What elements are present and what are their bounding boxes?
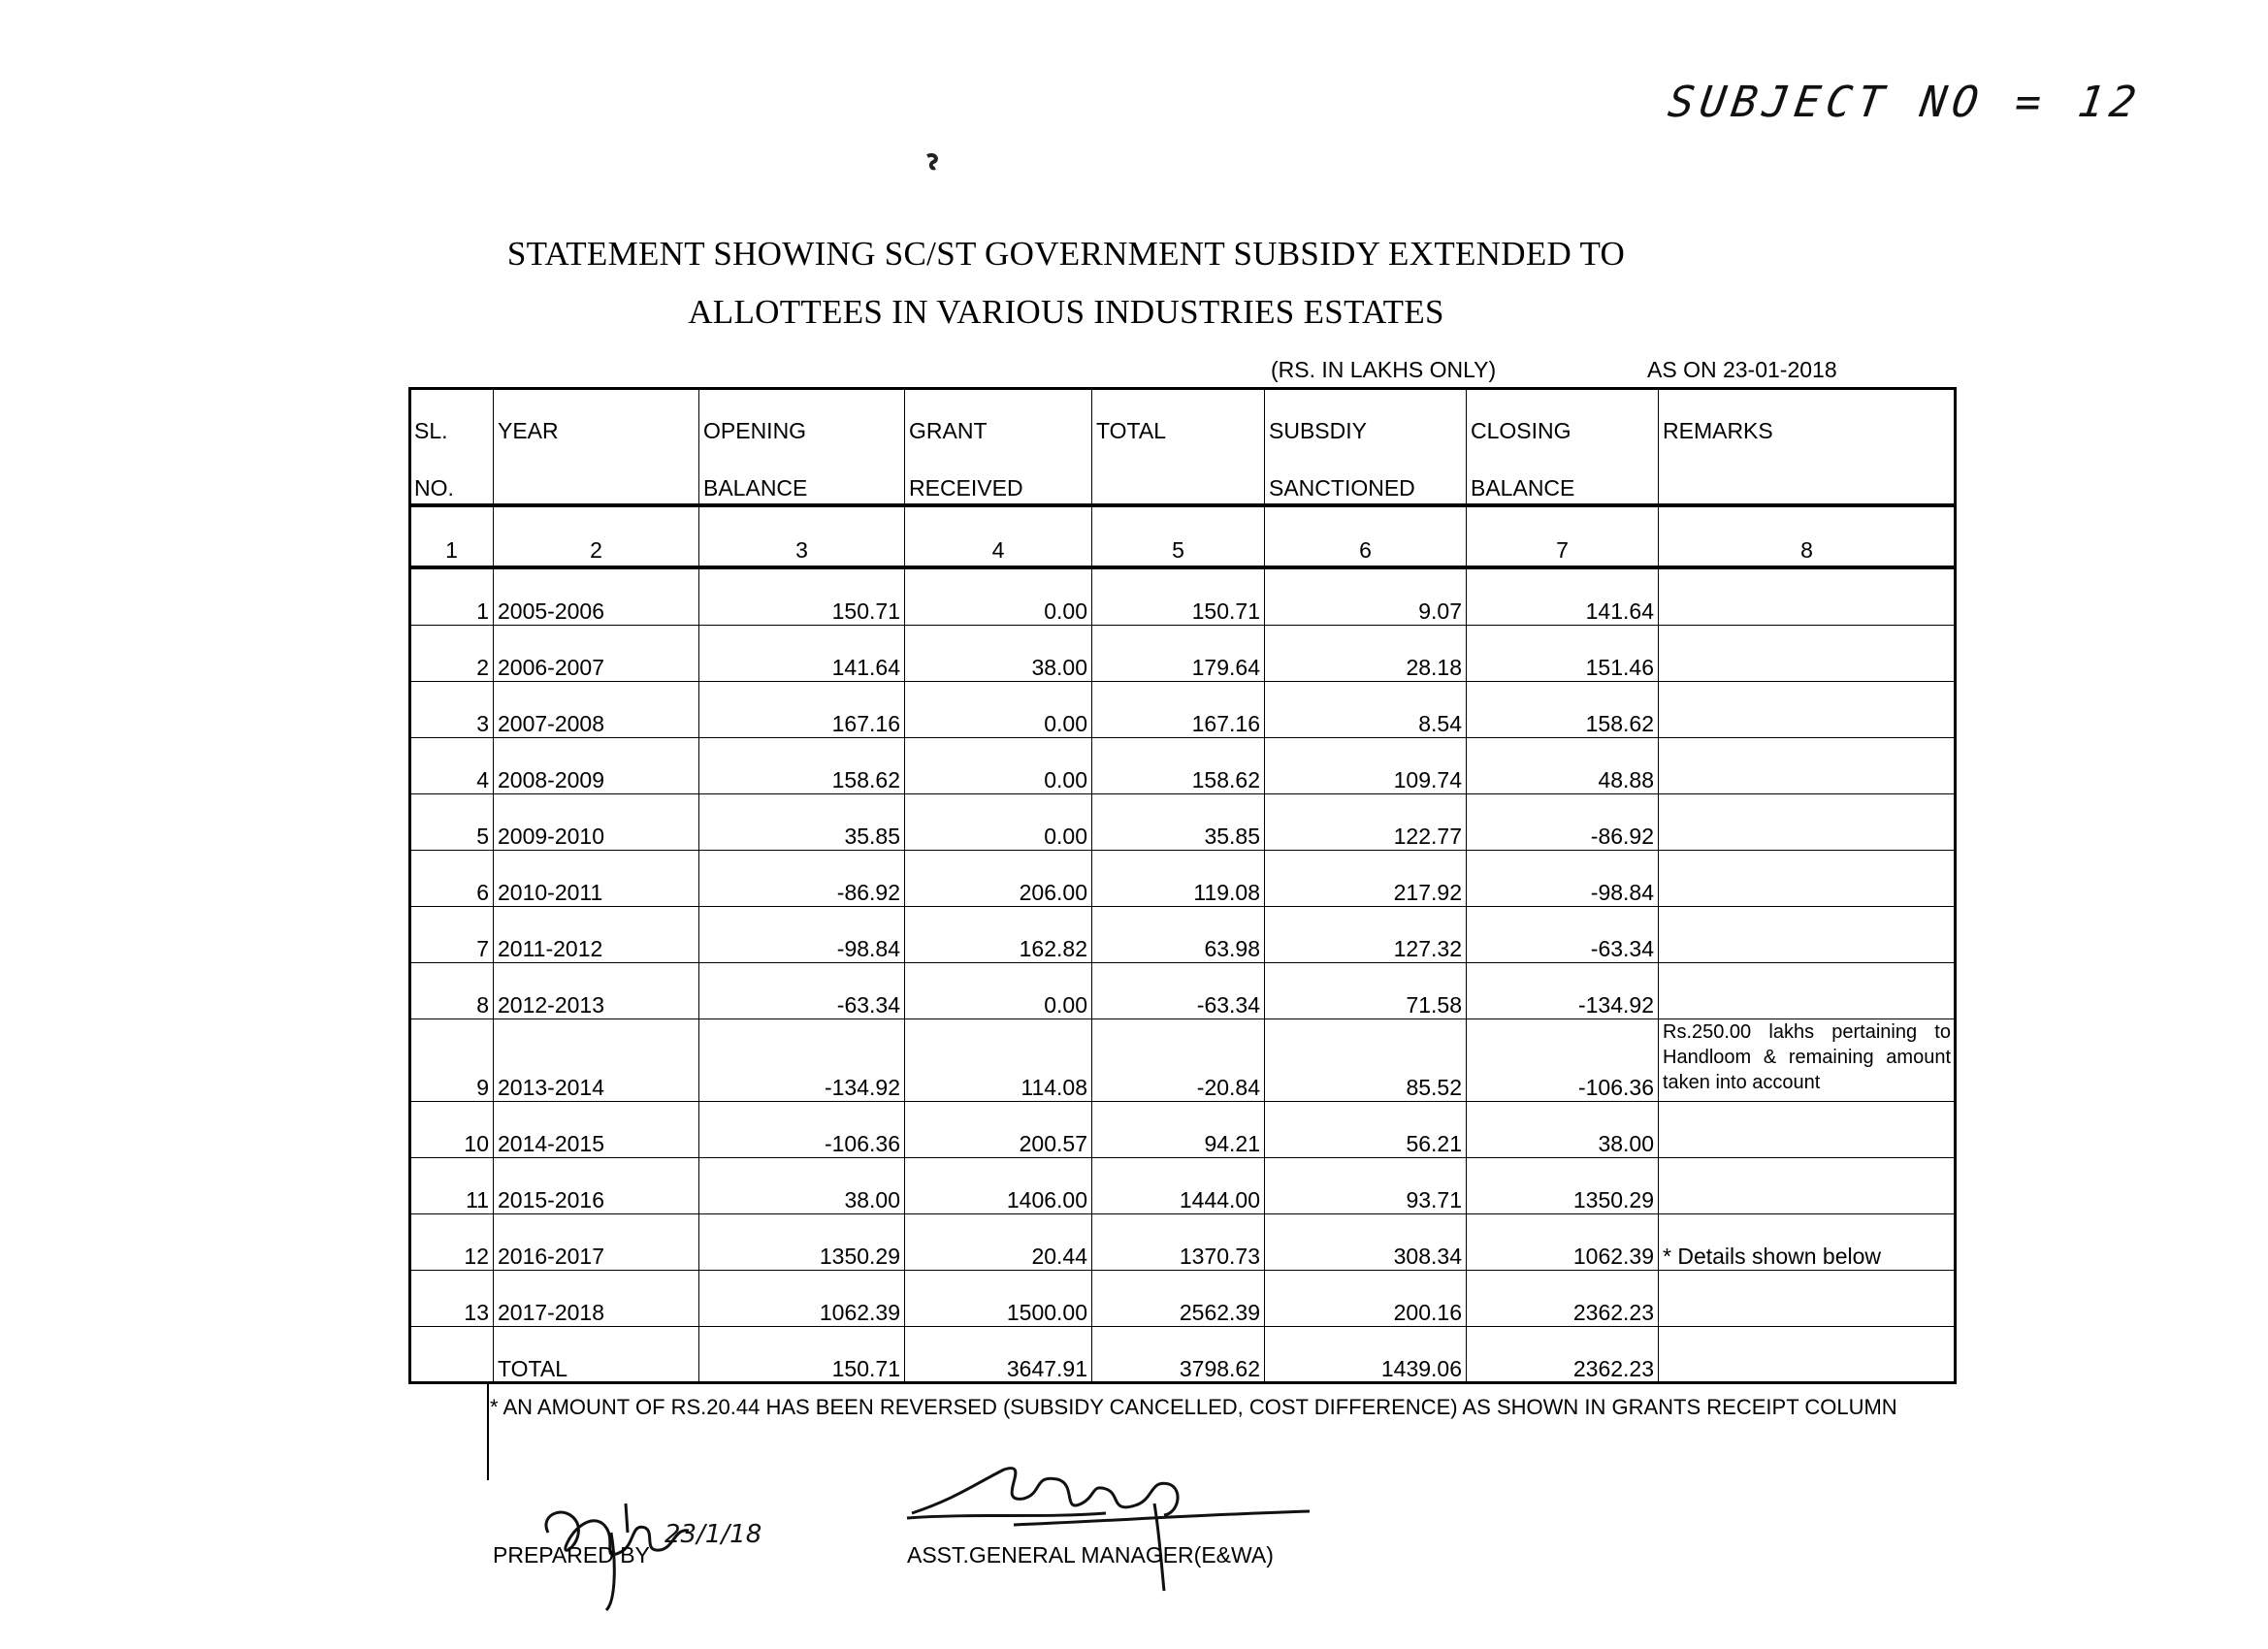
cell-opening: 158.62 <box>699 738 905 794</box>
cell-closing: 141.64 <box>1467 567 1659 626</box>
header-cell: CLOSING <box>1467 389 1659 447</box>
subsidy-statement-table <box>409 388 1956 1383</box>
column-number: 5 <box>1092 505 1265 567</box>
handwritten-subject-number: SUBJECT NO = 12 <box>1665 78 2145 127</box>
document-title-line-1: STATEMENT SHOWING SC/ST GOVERNMENT SUBSIDY EXTENDED TO <box>506 235 1626 273</box>
cell-opening: 167.16 <box>699 682 905 738</box>
cell-total: 1370.73 <box>1092 1214 1265 1271</box>
cell-remarks <box>1659 567 1956 626</box>
cell-closing: -86.92 <box>1467 794 1659 851</box>
cell-closing: 1350.29 <box>1467 1158 1659 1214</box>
cell-total: 1444.00 <box>1092 1158 1265 1214</box>
total-cell-opening: 150.71 <box>699 1327 905 1383</box>
table-row <box>410 1158 1956 1214</box>
table-row <box>410 1019 1956 1102</box>
cell-total: 94.21 <box>1092 1102 1265 1158</box>
cell-year: 2013-2014 <box>494 1019 699 1102</box>
table-row <box>410 738 1956 794</box>
cell-subsidy: 71.58 <box>1265 963 1467 1019</box>
table-row <box>410 1271 1956 1327</box>
cell-subsidy: 85.52 <box>1265 1019 1467 1102</box>
cell-grant: 1500.00 <box>905 1271 1092 1327</box>
cell-sl: 5 <box>410 794 494 851</box>
cell-closing: -134.92 <box>1467 963 1659 1019</box>
stray-ink-mark <box>922 150 945 174</box>
cell-opening: 35.85 <box>699 794 905 851</box>
cell-grant: 114.08 <box>905 1019 1092 1102</box>
cell-sl: 4 <box>410 738 494 794</box>
cell-total: 35.85 <box>1092 794 1265 851</box>
header-cell: NO. <box>410 446 494 505</box>
cell-subsidy: 122.77 <box>1265 794 1467 851</box>
cell-sl: 6 <box>410 851 494 907</box>
column-number: 3 <box>699 505 905 567</box>
cell-remarks <box>1659 794 1956 851</box>
cell-grant: 162.82 <box>905 907 1092 963</box>
table-row <box>410 626 1956 682</box>
as-on-date: AS ON 23-01-2018 <box>1647 357 1837 382</box>
cell-closing: -63.34 <box>1467 907 1659 963</box>
cell-total: 167.16 <box>1092 682 1265 738</box>
total-cell-subsidy: 1439.06 <box>1265 1327 1467 1383</box>
cell-sl: 8 <box>410 963 494 1019</box>
cell-subsidy: 200.16 <box>1265 1271 1467 1327</box>
cell-subsidy: 56.21 <box>1265 1102 1467 1158</box>
cell-total: -20.84 <box>1092 1019 1265 1102</box>
cell-closing: 2362.23 <box>1467 1271 1659 1327</box>
cell-sl: 3 <box>410 682 494 738</box>
header-cell <box>494 446 699 505</box>
column-number: 8 <box>1659 505 1956 567</box>
column-number: 1 <box>410 505 494 567</box>
cell-remarks <box>1659 963 1956 1019</box>
cell-remarks <box>1659 738 1956 794</box>
cell-grant: 206.00 <box>905 851 1092 907</box>
cell-year: 2007-2008 <box>494 682 699 738</box>
cell-remarks: * Details shown below <box>1659 1214 1956 1271</box>
cell-sl: 9 <box>410 1019 494 1102</box>
cell-grant: 38.00 <box>905 626 1092 682</box>
cell-year: 2009-2010 <box>494 794 699 851</box>
total-cell-sl <box>410 1327 494 1383</box>
cell-year: 2008-2009 <box>494 738 699 794</box>
cell-opening: 141.64 <box>699 626 905 682</box>
cell-total: -63.34 <box>1092 963 1265 1019</box>
cell-opening: 1062.39 <box>699 1271 905 1327</box>
units-note: (RS. IN LAKHS ONLY) <box>1271 357 1497 382</box>
table-row <box>410 1214 1956 1271</box>
cell-remarks: Rs.250.00 lakhs pertaining to Handloom & remaining amount taken into account <box>1659 1019 1956 1102</box>
table-row <box>410 851 1956 907</box>
table-row <box>410 1102 1956 1158</box>
cell-subsidy: 93.71 <box>1265 1158 1467 1214</box>
cell-grant: 0.00 <box>905 682 1092 738</box>
cell-opening: 1350.29 <box>699 1214 905 1271</box>
cell-subsidy: 308.34 <box>1265 1214 1467 1271</box>
cell-year: 2014-2015 <box>494 1102 699 1158</box>
cell-remarks <box>1659 1158 1956 1214</box>
header-cell <box>1659 446 1956 505</box>
header-cell: GRANT <box>905 389 1092 447</box>
cell-grant: 20.44 <box>905 1214 1092 1271</box>
cell-total: 150.71 <box>1092 567 1265 626</box>
cell-grant: 0.00 <box>905 963 1092 1019</box>
column-number: 4 <box>905 505 1092 567</box>
header-cell: SANCTIONED <box>1265 446 1467 505</box>
total-cell-remarks <box>1659 1327 1956 1383</box>
cell-closing: -106.36 <box>1467 1019 1659 1102</box>
total-cell-closing: 2362.23 <box>1467 1327 1659 1383</box>
footnote: * AN AMOUNT OF RS.20.44 HAS BEEN REVERSED (SUBSIDY CANCELLED, COST DIFFERENCE) AS SHOWN IN GRANTS RECEIPT COLUMN <box>490 1395 1897 1419</box>
cell-subsidy: 109.74 <box>1265 738 1467 794</box>
cell-subsidy: 127.32 <box>1265 907 1467 963</box>
signatory-title: ASST.GENERAL MANAGER(E&WA) <box>907 1542 1274 1568</box>
header-cell: SL. <box>410 389 494 447</box>
header-row-1 <box>410 389 1956 447</box>
header-cell <box>1092 446 1265 505</box>
cell-year: 2016-2017 <box>494 1214 699 1271</box>
cell-year: 2010-2011 <box>494 851 699 907</box>
cell-total: 119.08 <box>1092 851 1265 907</box>
cell-closing: -98.84 <box>1467 851 1659 907</box>
total-cell-total: 3798.62 <box>1092 1327 1265 1383</box>
cell-total: 158.62 <box>1092 738 1265 794</box>
cell-subsidy: 217.92 <box>1265 851 1467 907</box>
cell-sl: 1 <box>410 567 494 626</box>
cell-subsidy: 9.07 <box>1265 567 1467 626</box>
cell-subsidy: 28.18 <box>1265 626 1467 682</box>
cell-year: 2005-2006 <box>494 567 699 626</box>
header-row-2 <box>410 446 1956 505</box>
cell-year: 2017-2018 <box>494 1271 699 1327</box>
cell-remarks <box>1659 1102 1956 1158</box>
cell-year: 2006-2007 <box>494 626 699 682</box>
cell-subsidy: 8.54 <box>1265 682 1467 738</box>
cell-remarks <box>1659 907 1956 963</box>
cell-opening: -86.92 <box>699 851 905 907</box>
column-number: 6 <box>1265 505 1467 567</box>
header-cell: TOTAL <box>1092 389 1265 447</box>
cell-total: 179.64 <box>1092 626 1265 682</box>
header-cell: BALANCE <box>699 446 905 505</box>
cell-year: 2012-2013 <box>494 963 699 1019</box>
column-number: 7 <box>1467 505 1659 567</box>
cell-opening: -63.34 <box>699 963 905 1019</box>
cell-grant: 1406.00 <box>905 1158 1092 1214</box>
cell-grant: 0.00 <box>905 794 1092 851</box>
cell-total: 2562.39 <box>1092 1271 1265 1327</box>
prepared-by-label: PREPARED BY <box>493 1542 650 1568</box>
header-cell: YEAR <box>494 389 699 447</box>
cell-sl: 12 <box>410 1214 494 1271</box>
cell-closing: 1062.39 <box>1467 1214 1659 1271</box>
cell-year: 2011-2012 <box>494 907 699 963</box>
cell-sl: 2 <box>410 626 494 682</box>
cell-closing: 38.00 <box>1467 1102 1659 1158</box>
cell-sl: 7 <box>410 907 494 963</box>
cell-grant: 200.57 <box>905 1102 1092 1158</box>
table-row <box>410 963 1956 1019</box>
column-number: 2 <box>494 505 699 567</box>
cell-opening: -134.92 <box>699 1019 905 1102</box>
cell-remarks <box>1659 1271 1956 1327</box>
footnote-margin-line <box>487 1383 489 1480</box>
total-cell-label: TOTAL <box>494 1327 699 1383</box>
header-cell: REMARKS <box>1659 389 1956 447</box>
table-row <box>410 907 1956 963</box>
column-number-row <box>410 505 1956 567</box>
cell-year: 2015-2016 <box>494 1158 699 1214</box>
cell-closing: 48.88 <box>1467 738 1659 794</box>
header-cell: SUBSDIY <box>1265 389 1467 447</box>
cell-sl: 11 <box>410 1158 494 1214</box>
cell-opening: 38.00 <box>699 1158 905 1214</box>
total-cell-grant: 3647.91 <box>905 1327 1092 1383</box>
document-title-line-2: ALLOTTEES IN VARIOUS INDUSTRIES ESTATES <box>688 293 1444 331</box>
table-row <box>410 567 1956 626</box>
agm-signature <box>897 1445 1334 1591</box>
cell-opening: 150.71 <box>699 567 905 626</box>
cell-sl: 10 <box>410 1102 494 1158</box>
header-cell: RECEIVED <box>905 446 1092 505</box>
cell-closing: 151.46 <box>1467 626 1659 682</box>
signature-date: 23/1/18 <box>664 1520 762 1549</box>
header-cell: OPENING <box>699 389 905 447</box>
cell-remarks <box>1659 682 1956 738</box>
cell-sl: 13 <box>410 1271 494 1327</box>
table-row <box>410 794 1956 851</box>
cell-closing: 158.62 <box>1467 682 1659 738</box>
cell-total: 63.98 <box>1092 907 1265 963</box>
header-cell: BALANCE <box>1467 446 1659 505</box>
cell-remarks <box>1659 626 1956 682</box>
cell-remarks <box>1659 851 1956 907</box>
cell-grant: 0.00 <box>905 567 1092 626</box>
total-row <box>410 1327 1956 1383</box>
cell-opening: -106.36 <box>699 1102 905 1158</box>
table-row <box>410 682 1956 738</box>
cell-opening: -98.84 <box>699 907 905 963</box>
cell-grant: 0.00 <box>905 738 1092 794</box>
